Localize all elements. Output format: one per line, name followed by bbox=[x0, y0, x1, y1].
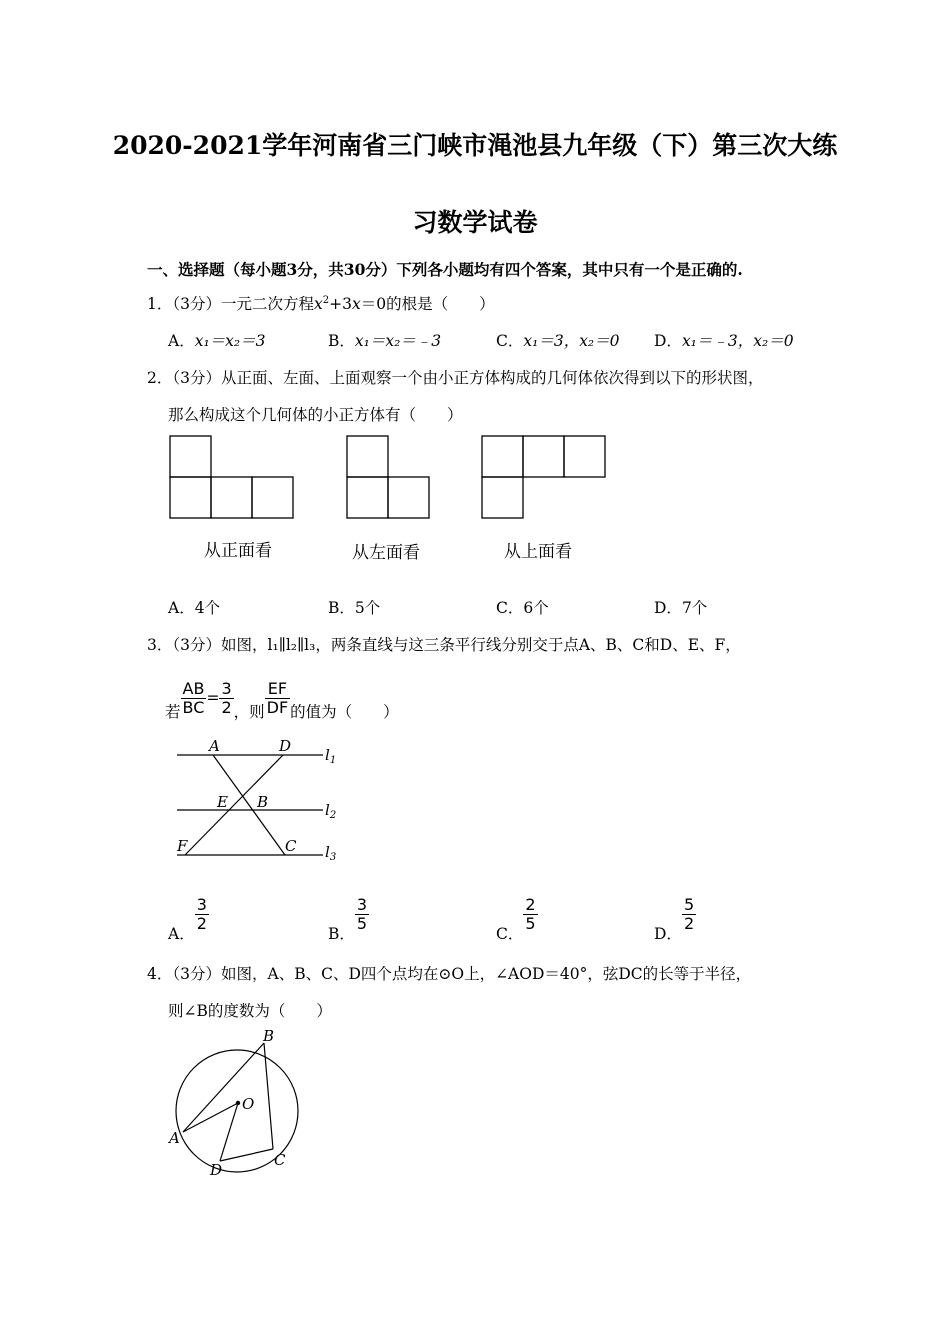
q1-option-b: B．x₁＝x₂＝﹣3 bbox=[328, 332, 442, 350]
eq-var: x bbox=[314, 295, 323, 313]
question-number: 1． bbox=[147, 295, 173, 313]
q4-circle-figure bbox=[160, 1025, 320, 1180]
page-title-line1: 2020-2021学年河南省三门峡市渑池县九年级（下）第三次大练 bbox=[112, 131, 838, 160]
left-view-label: 从左面看 bbox=[352, 543, 420, 563]
q2-option-d: D．7个 bbox=[654, 599, 708, 617]
fraction-ef-df: $\frac{EF}{DF}$ bbox=[266, 679, 289, 718]
front-cube bbox=[170, 477, 211, 518]
question-1 bbox=[147, 292, 495, 314]
q3-option-d: D． $\frac{5}{2}$ bbox=[654, 895, 695, 943]
q1-option-a: A．x₁＝x₂＝3 bbox=[168, 332, 266, 350]
question-4-line2: 则∠B的度数为（ ） bbox=[168, 1002, 332, 1020]
label-A: A bbox=[209, 737, 220, 755]
label-B: B bbox=[257, 793, 269, 811]
question-3-condition bbox=[165, 680, 399, 722]
q3-option-c: C． $\frac{2}{5}$ bbox=[496, 895, 536, 943]
q2-option-a: A．4个 bbox=[168, 599, 221, 617]
q1-option-c: C．x₁＝3，x₂＝0 bbox=[496, 332, 620, 350]
section-heading: 一、选择题（每小题3分，共30分）下列各小题均有四个答案，其中只有一个是正确的. bbox=[147, 260, 743, 279]
cond-suffix: 的值为（ ） bbox=[290, 702, 399, 721]
page-title-line2: 习数学试卷 bbox=[412, 208, 538, 237]
label-D: D bbox=[210, 1161, 223, 1179]
front-view-label: 从正面看 bbox=[204, 541, 272, 561]
front-cube bbox=[252, 477, 293, 518]
question-number: 3． bbox=[147, 636, 173, 654]
question-2-line2: 那么构成这个几何体的小正方体有（ ） bbox=[168, 406, 463, 424]
front-cube bbox=[211, 477, 252, 518]
label-l1: $l_1$ bbox=[325, 746, 337, 766]
question-3 bbox=[147, 633, 741, 655]
question-2 bbox=[147, 366, 764, 388]
label-B: B bbox=[263, 1027, 275, 1045]
left-cube bbox=[347, 436, 388, 477]
question-text: 一元二次方程 bbox=[221, 295, 315, 313]
q2-option-c: C．6个 bbox=[496, 599, 549, 617]
label-E: E bbox=[217, 793, 228, 811]
top-cube bbox=[523, 436, 564, 477]
fraction-ab-bc: $\frac{AB}{BC}$ bbox=[182, 679, 205, 718]
label-l3: $l_3$ bbox=[325, 843, 337, 863]
chord-ab bbox=[183, 1043, 264, 1132]
question-number: 2． bbox=[147, 369, 173, 387]
question-text: 如图，l₁∥l₂∥l₃，两条直线与这三条平行线分别交于点A、B、C和D、E、F， bbox=[221, 636, 741, 654]
label-C: C bbox=[274, 1151, 286, 1169]
line-df bbox=[185, 755, 283, 855]
question-text: 如图，A、B、C、D四个点均在⊙O上，∠AOD＝40°，弦DC的长等于半径， bbox=[221, 965, 752, 983]
question-score: （3分） bbox=[172, 295, 221, 313]
center-point bbox=[236, 1101, 240, 1105]
q2-option-b: B．5个 bbox=[328, 599, 381, 617]
label-D: D bbox=[279, 737, 292, 755]
front-cube bbox=[170, 436, 211, 477]
left-cube bbox=[388, 477, 429, 518]
label-C: C bbox=[285, 837, 297, 855]
label-O: O bbox=[242, 1095, 255, 1113]
question-4 bbox=[147, 962, 751, 984]
q2-shape-views bbox=[160, 430, 620, 530]
equals-sign: = bbox=[206, 688, 220, 707]
top-cube bbox=[482, 436, 523, 477]
chord-dc bbox=[220, 1149, 273, 1161]
top-cube bbox=[482, 477, 523, 518]
question-score: （3分） bbox=[172, 965, 221, 983]
cond-prefix: 若 bbox=[165, 702, 181, 721]
eq-mid: +3 bbox=[329, 295, 352, 313]
q3-parallel-lines-figure bbox=[165, 733, 355, 863]
eq-end: ＝0的根是（ ） bbox=[360, 295, 495, 313]
q3-option-b: B． $\frac{3}{5}$ bbox=[328, 895, 368, 943]
q3-option-a: A． $\frac{3}{2}$ bbox=[168, 895, 207, 943]
fraction-3-2: $\frac{3}{2}$ bbox=[221, 679, 232, 718]
top-cube bbox=[564, 436, 605, 477]
eq-var2: x bbox=[352, 295, 361, 313]
top-view-label: 从上面看 bbox=[504, 542, 572, 562]
question-score: （3分） bbox=[172, 369, 221, 387]
label-l2: $l_2$ bbox=[325, 801, 337, 821]
label-F: F bbox=[177, 837, 188, 855]
eq-exp: 2 bbox=[322, 294, 330, 306]
left-cube bbox=[347, 477, 388, 518]
question-number: 4． bbox=[147, 965, 173, 983]
label-A: A bbox=[169, 1129, 180, 1147]
question-text: 从正面、左面、上面观察一个由小正方体构成的几何体依次得到以下的形状图， bbox=[221, 369, 764, 387]
q1-option-d: D．x₁＝﹣3，x₂＝0 bbox=[654, 332, 794, 350]
question-score: （3分） bbox=[172, 636, 221, 654]
cond-mid: ，则 bbox=[233, 702, 265, 721]
